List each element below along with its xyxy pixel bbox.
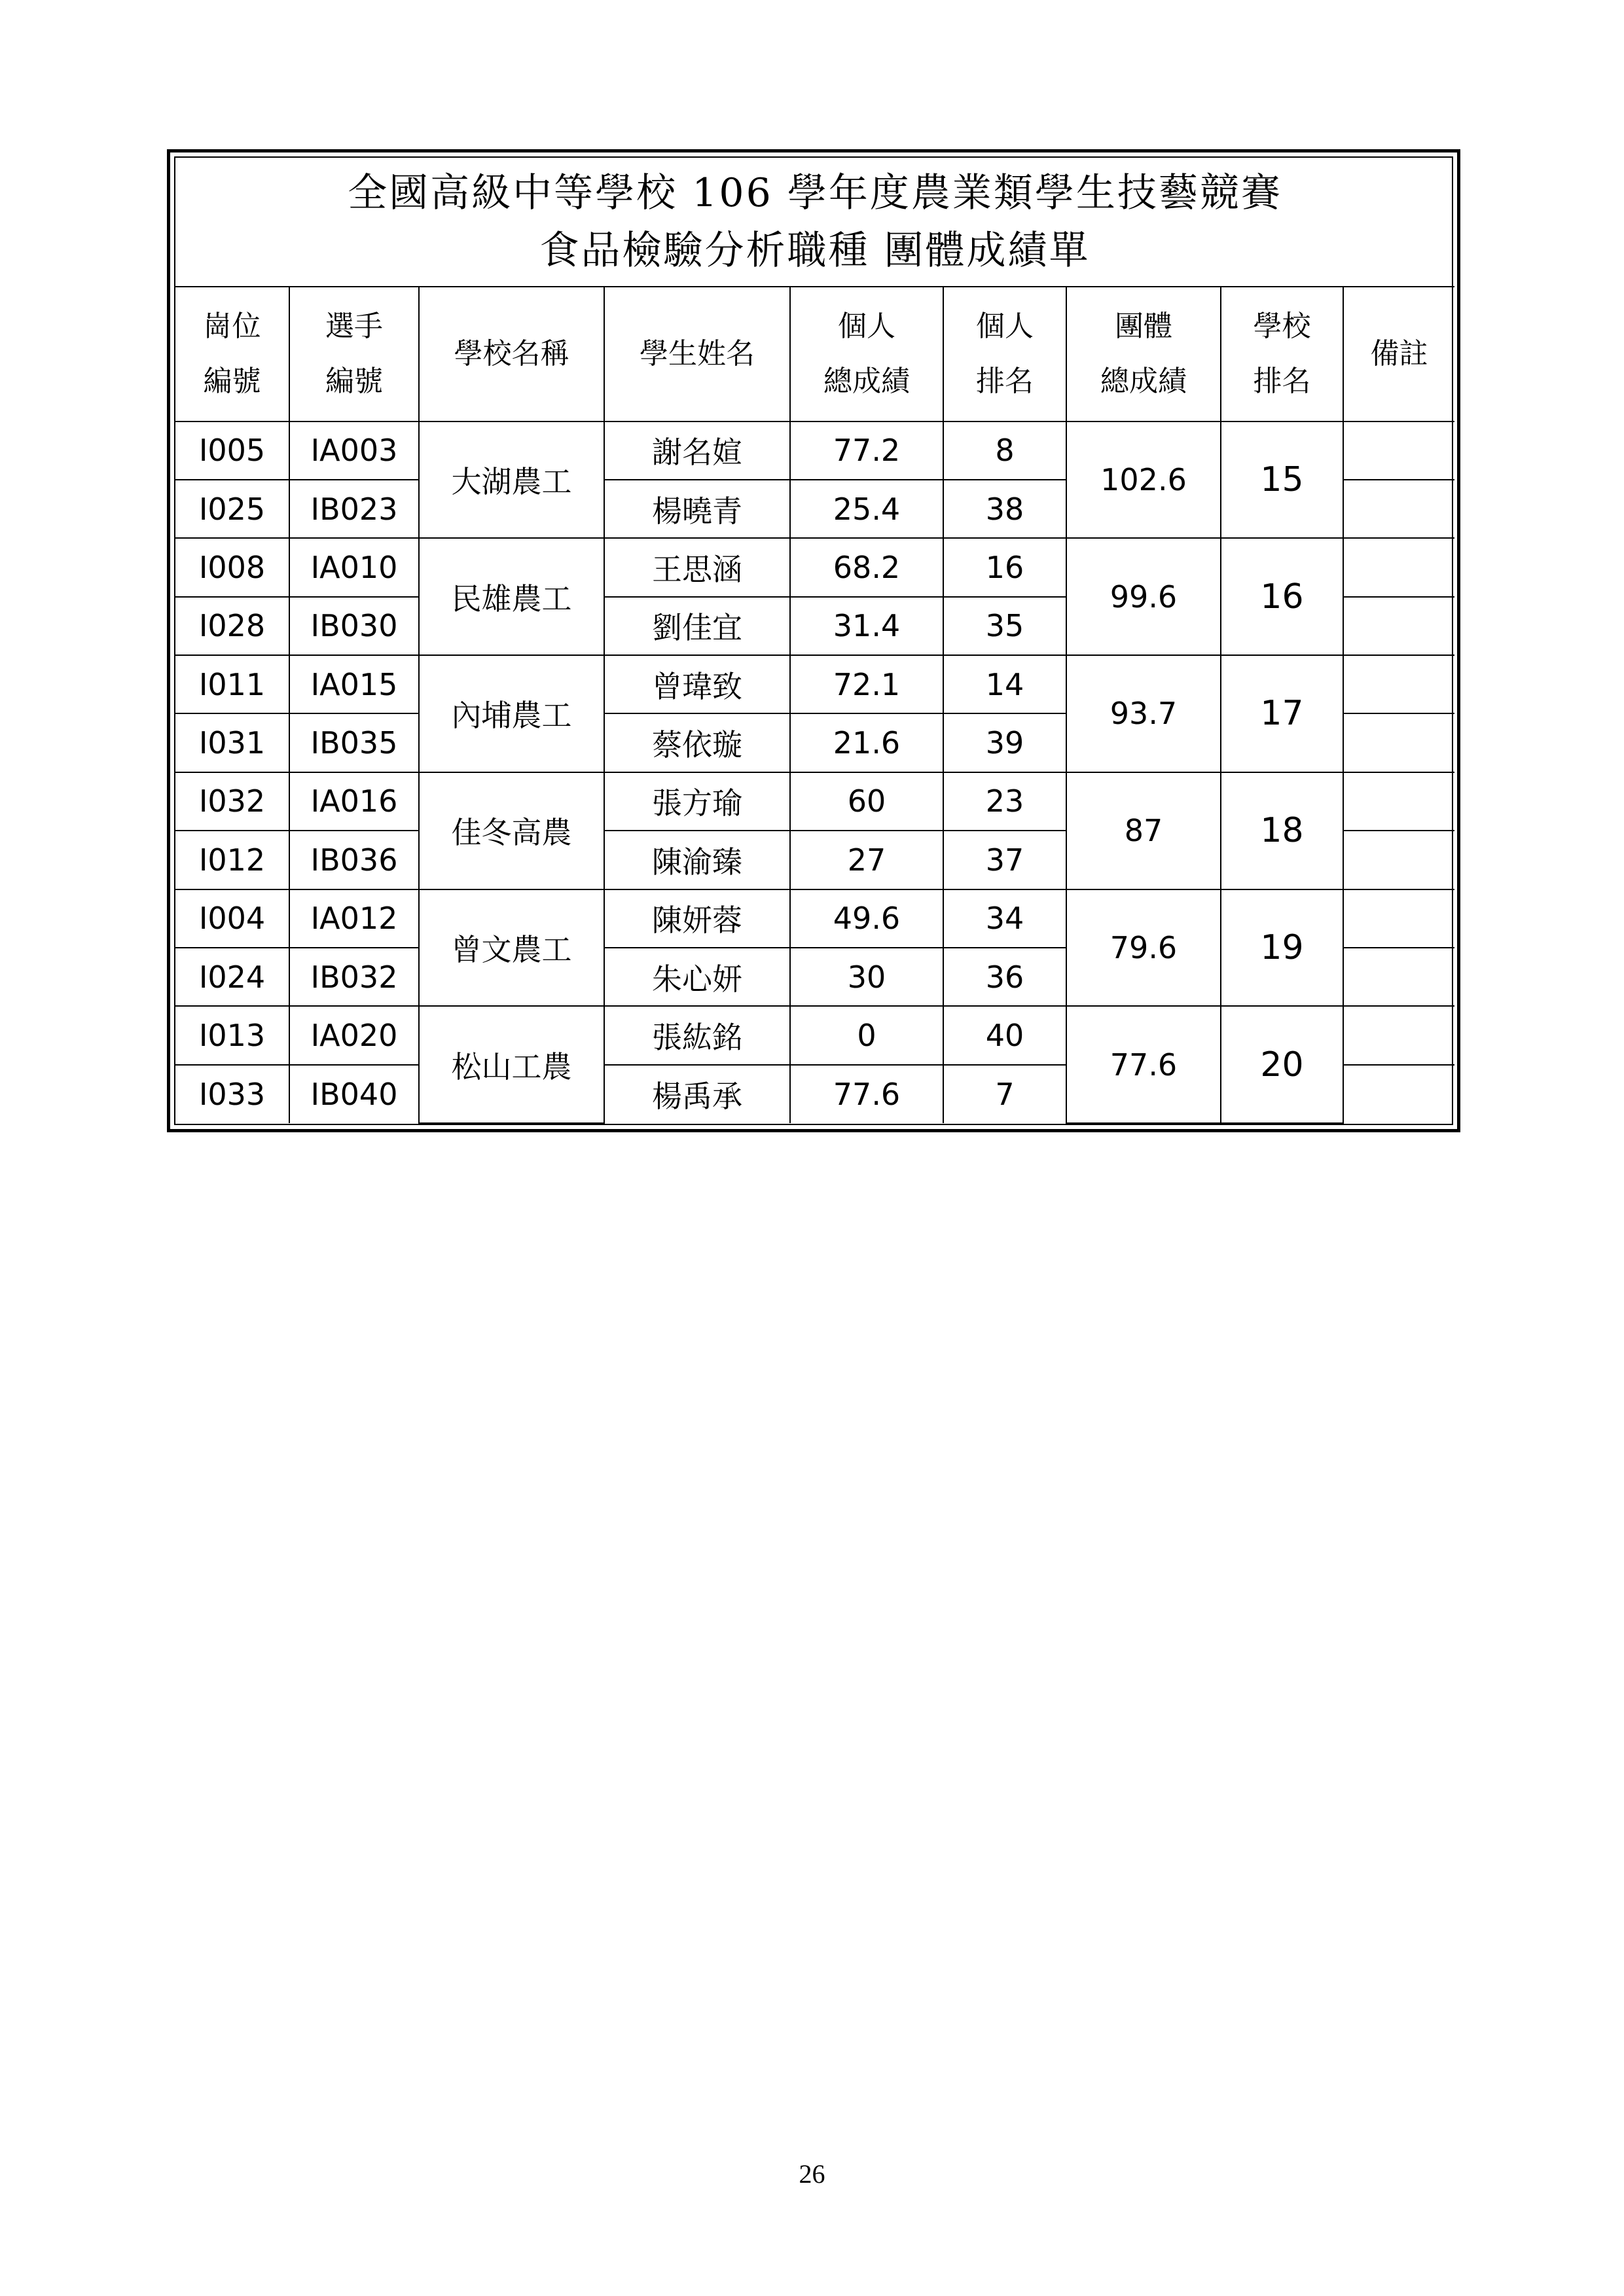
page-number: 26: [799, 2159, 825, 2189]
player-no-cell: IB032: [289, 948, 419, 1006]
player-no-cell: IA010: [289, 538, 419, 596]
individual-score-cell: 77.6: [790, 1065, 943, 1123]
player-no-cell: IA020: [289, 1006, 419, 1064]
remarks-cell: [1343, 655, 1454, 713]
individual-score-cell: 25.4: [790, 480, 943, 538]
station-no-cell: I012: [175, 831, 289, 889]
individual-rank-cell: 37: [943, 831, 1066, 889]
individual-rank-cell: 40: [943, 1006, 1066, 1064]
school-name-cell: 松山工農: [419, 1006, 604, 1123]
school-rank-cell: 18: [1221, 772, 1343, 889]
remarks-cell: [1343, 422, 1454, 480]
player-no-cell: IB035: [289, 713, 419, 772]
remarks-cell: [1343, 1006, 1454, 1064]
student-name-cell: 曾瑋致: [604, 655, 790, 713]
individual-rank-cell: 39: [943, 713, 1066, 772]
header-individual-score: 個人 總成績: [790, 287, 943, 422]
station-no-cell: I008: [175, 538, 289, 596]
header-school-rank: 學校 排名: [1221, 287, 1343, 422]
title-row: [175, 158, 1454, 287]
individual-rank-cell: 23: [943, 772, 1066, 831]
individual-rank-cell: 14: [943, 655, 1066, 713]
school-rank-cell: 19: [1221, 889, 1343, 1007]
header-station-no: 崗位 編號: [175, 287, 289, 422]
station-no-cell: I033: [175, 1065, 289, 1123]
remarks-cell: [1343, 597, 1454, 655]
student-name-cell: 楊禹承: [604, 1065, 790, 1123]
table-title: [175, 158, 1454, 287]
student-name-cell: 王思涵: [604, 538, 790, 596]
student-name-cell: 楊曉青: [604, 480, 790, 538]
student-name-cell: 張方瑜: [604, 772, 790, 831]
team-score-cell: 87: [1066, 772, 1221, 889]
individual-score-cell: 72.1: [790, 655, 943, 713]
player-no-cell: IA016: [289, 772, 419, 831]
table-row: [175, 772, 1454, 831]
station-no-cell: I032: [175, 772, 289, 831]
station-no-cell: I025: [175, 480, 289, 538]
remarks-cell: [1343, 538, 1454, 596]
individual-score-cell: 60: [790, 772, 943, 831]
team-score-cell: 93.7: [1066, 655, 1221, 772]
station-no-cell: I024: [175, 948, 289, 1006]
student-name-cell: 陳妍蓉: [604, 889, 790, 948]
header-school: 學校名稱: [419, 287, 604, 422]
individual-score-cell: 30: [790, 948, 943, 1006]
school-name-cell: 曾文農工: [419, 889, 604, 1007]
player-no-cell: IB036: [289, 831, 419, 889]
station-no-cell: I028: [175, 597, 289, 655]
remarks-cell: [1343, 772, 1454, 831]
individual-score-cell: 0: [790, 1006, 943, 1064]
station-no-cell: I004: [175, 889, 289, 948]
table-row: [175, 1006, 1454, 1064]
school-rank-cell: 20: [1221, 1006, 1343, 1123]
header-player-no: 選手 編號: [289, 287, 419, 422]
team-results-table: [175, 158, 1454, 1124]
header-row: [175, 287, 1454, 422]
player-no-cell: IA015: [289, 655, 419, 713]
table-row: [175, 538, 1454, 596]
header-team-score: 團體 總成績: [1066, 287, 1221, 422]
table-row: [175, 889, 1454, 948]
player-no-cell: IA003: [289, 422, 419, 480]
student-name-cell: 陳渝臻: [604, 831, 790, 889]
remarks-cell: [1343, 713, 1454, 772]
individual-rank-cell: 8: [943, 422, 1066, 480]
individual-score-cell: 31.4: [790, 597, 943, 655]
team-score-cell: 102.6: [1066, 422, 1221, 539]
school-rank-cell: 17: [1221, 655, 1343, 772]
remarks-cell: [1343, 948, 1454, 1006]
header-remarks: 備註: [1343, 287, 1454, 422]
school-rank-cell: 16: [1221, 538, 1343, 655]
title-line-1: 全國高級中等學校 106 學年度農業類學生技藝競賽: [348, 170, 1282, 216]
header-individual-rank: 個人 排名: [943, 287, 1066, 422]
school-name-cell: 民雄農工: [419, 538, 604, 655]
team-score-cell: 99.6: [1066, 538, 1221, 655]
remarks-cell: [1343, 889, 1454, 948]
individual-score-cell: 68.2: [790, 538, 943, 596]
player-no-cell: IB040: [289, 1065, 419, 1123]
school-rank-cell: 15: [1221, 422, 1343, 539]
school-name-cell: 大湖農工: [419, 422, 604, 539]
student-name-cell: 張紘銘: [604, 1006, 790, 1064]
individual-score-cell: 27: [790, 831, 943, 889]
header-student: 學生姓名: [604, 287, 790, 422]
student-name-cell: 謝名媗: [604, 422, 790, 480]
individual-rank-cell: 34: [943, 889, 1066, 948]
station-no-cell: I013: [175, 1006, 289, 1064]
individual-rank-cell: 35: [943, 597, 1066, 655]
student-name-cell: 蔡依璇: [604, 713, 790, 772]
school-name-cell: 內埔農工: [419, 655, 604, 772]
team-score-cell: 77.6: [1066, 1006, 1221, 1123]
team-score-cell: 79.6: [1066, 889, 1221, 1007]
individual-score-cell: 77.2: [790, 422, 943, 480]
individual-rank-cell: 16: [943, 538, 1066, 596]
school-name-cell: 佳冬高農: [419, 772, 604, 889]
individual-rank-cell: 36: [943, 948, 1066, 1006]
table-row: [175, 422, 1454, 480]
individual-rank-cell: 38: [943, 480, 1066, 538]
individual-score-cell: 21.6: [790, 713, 943, 772]
player-no-cell: IB030: [289, 597, 419, 655]
remarks-cell: [1343, 480, 1454, 538]
individual-score-cell: 49.6: [790, 889, 943, 948]
results-table-frame: [167, 149, 1460, 1132]
individual-rank-cell: 7: [943, 1065, 1066, 1123]
student-name-cell: 朱心妍: [604, 948, 790, 1006]
remarks-cell: [1343, 831, 1454, 889]
results-table-inner-frame: [174, 156, 1453, 1125]
table-row: [175, 655, 1454, 713]
title-line-2: 食品檢驗分析職種 團體成績單: [539, 227, 1091, 274]
player-no-cell: IA012: [289, 889, 419, 948]
remarks-cell: [1343, 1065, 1454, 1123]
station-no-cell: I031: [175, 713, 289, 772]
student-name-cell: 劉佳宜: [604, 597, 790, 655]
player-no-cell: IB023: [289, 480, 419, 538]
station-no-cell: I011: [175, 655, 289, 713]
station-no-cell: I005: [175, 422, 289, 480]
